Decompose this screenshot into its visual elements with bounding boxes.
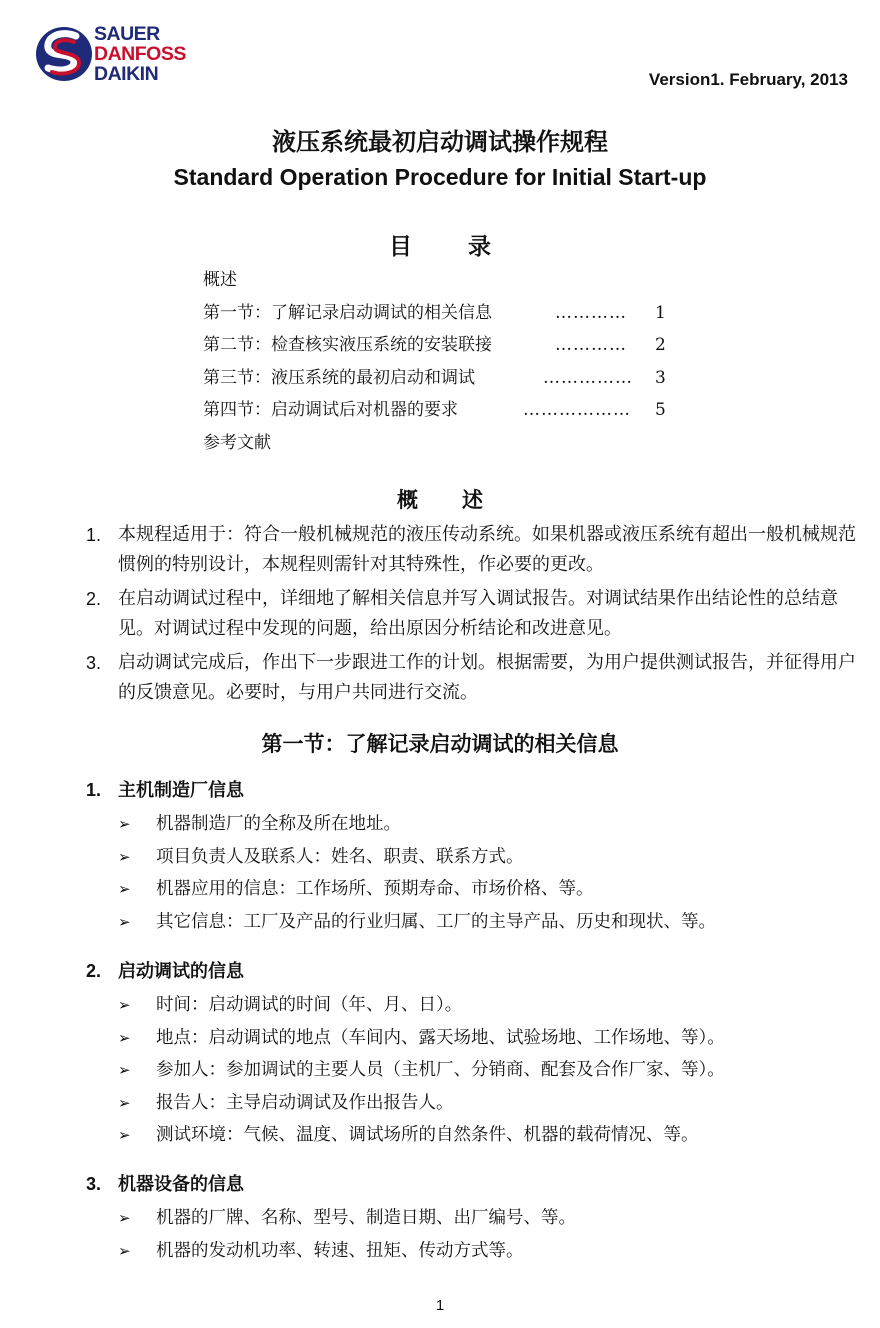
overview-item-number: 3. xyxy=(86,653,102,673)
bullet-item xyxy=(86,1087,856,1120)
toc-leader-dots: ………… xyxy=(555,335,627,355)
info-group-title-text: 机器设备的信息 xyxy=(118,1174,244,1195)
overview-list xyxy=(86,520,856,712)
bullet-text: 地点：启动调试的地点（车间内、露天场地、试验场地、工作场地、等）。 xyxy=(156,1027,725,1048)
overview-item-number: 2. xyxy=(86,589,102,609)
overview-item xyxy=(86,520,856,580)
arrow-bullet-icon: ➢ xyxy=(118,1093,131,1112)
toc-entry-text: 第三节：液压系统的最初启动和调试 xyxy=(203,367,475,388)
arrow-bullet-icon: ➢ xyxy=(118,1241,131,1260)
arrow-bullet-icon: ➢ xyxy=(118,996,131,1014)
bullet-text: 参加人：参加调试的主要人员（主机厂、分销商、配套及合作厂家、等）。 xyxy=(156,1060,725,1080)
toc-entry-text: 第四节：启动调试后对机器的要求 xyxy=(203,400,458,420)
overview-item-text: 本规程适用于：符合一般机械规范的液压传动系统。如果机器或液压系统有超出一般机械规范惯例的特别设计，本规程则需针对其特殊性，作必要的更改。 xyxy=(118,524,856,575)
overview-item xyxy=(86,584,856,644)
bullet-text: 机器的厂牌、名称、型号、制造日期、出厂编号、等。 xyxy=(156,1208,576,1228)
logo-word-daikin: DAIKIN xyxy=(94,63,159,85)
arrow-bullet-icon: ➢ xyxy=(118,1028,131,1047)
overview-heading xyxy=(0,484,880,514)
bullet-item xyxy=(86,1054,856,1087)
toc-heading xyxy=(0,228,880,261)
toc-leader-dots: ……………… xyxy=(523,400,631,420)
toc-entry-section-4[interactable] xyxy=(203,394,683,427)
toc-entry-text: 概述 xyxy=(203,270,237,290)
info-group-startup xyxy=(86,955,856,1152)
toc-page-number: 2 xyxy=(655,335,666,355)
toc-entry-text: 第二节：检查核实液压系统的安装联接 xyxy=(203,335,492,355)
toc-heading-char: 目 xyxy=(389,234,412,260)
bullet-text: 时间：启动调试的时间（年、月、日）。 xyxy=(156,995,463,1015)
overview-item-text: 在启动调试过程中，详细地了解相关信息并写入调试报告。对调试结果作出结论性的总结意见。对调试过程中发现的问题，给出原因分析结论和改进意见。 xyxy=(118,588,838,639)
section-1-heading: 第一节：了解记录启动调试的相关信息 xyxy=(261,732,619,756)
bullet-text: 机器应用的信息：工作场所、预期寿命、市场价格、等。 xyxy=(156,879,594,899)
info-group-title xyxy=(86,1168,856,1200)
arrow-bullet-icon: ➢ xyxy=(118,1209,131,1227)
toc-page-number: 3 xyxy=(655,367,666,388)
toc-entry-section-2[interactable] xyxy=(203,329,683,362)
document-title-chinese: 液压系统最初启动调试操作规程 xyxy=(272,128,608,156)
info-group-title xyxy=(86,774,856,806)
arrow-bullet-icon: ➢ xyxy=(118,1126,131,1144)
toc-page-number: 1 xyxy=(655,302,666,323)
logo-text xyxy=(94,24,186,84)
toc-leader-dots: …………… xyxy=(543,367,633,388)
bullet-item xyxy=(86,906,856,939)
bullet-item xyxy=(86,808,856,841)
page-number: 1 xyxy=(435,1297,445,1314)
info-group-title-text: 主机制造厂信息 xyxy=(118,780,244,801)
info-group-manufacturer xyxy=(86,774,856,938)
overview-heading-char: 概 xyxy=(397,488,418,512)
bullet-item xyxy=(86,989,856,1022)
table-of-contents xyxy=(203,264,683,459)
info-group-title-text: 启动调试的信息 xyxy=(118,961,244,982)
bullet-item xyxy=(86,1119,856,1152)
bullet-text: 报告人：主导启动调试及作出报告人。 xyxy=(156,1092,454,1113)
overview-item xyxy=(86,648,856,708)
arrow-bullet-icon: ➢ xyxy=(118,815,131,833)
bullet-text: 机器制造厂的全称及所在地址。 xyxy=(156,814,401,834)
info-group-title xyxy=(86,955,856,987)
info-group-number: 3. xyxy=(86,1174,102,1194)
overview-heading-char: 述 xyxy=(462,488,483,512)
bullet-item xyxy=(86,873,856,906)
bullet-item xyxy=(86,841,856,874)
bullet-text: 项目负责人及联系人：姓名、职责、联系方式。 xyxy=(156,846,524,867)
toc-leader-dots: ………… xyxy=(555,302,627,323)
bullet-text: 测试环境：气候、温度、调试场所的自然条件、机器的载荷情况、等。 xyxy=(156,1125,699,1145)
logo-word-sauer: SAUER xyxy=(94,23,160,45)
overview-item-text: 启动调试完成后，作出下一步跟进工作的计划。根据需要，为用户提供测试报告，并征得用户的反馈意见。必要时，与用户共同进行交流。 xyxy=(118,652,856,703)
bullet-item xyxy=(86,1202,856,1235)
sauer-danfoss-daikin-logo-mark xyxy=(34,22,98,86)
toc-page-number: 5 xyxy=(655,400,666,420)
info-group-number: 2. xyxy=(86,961,102,981)
bullet-item xyxy=(86,1022,856,1055)
arrow-bullet-icon: ➢ xyxy=(118,912,131,931)
toc-entry-overview[interactable] xyxy=(203,264,683,297)
toc-heading-char: 录 xyxy=(468,234,491,260)
logo-word-danfoss: DANFOSS xyxy=(94,43,186,65)
toc-entry-section-3[interactable] xyxy=(203,362,683,395)
bullet-item xyxy=(86,1235,856,1268)
info-group-number: 1. xyxy=(86,780,102,800)
bullet-text: 机器的发动机功率、转速、扭矩、传动方式等。 xyxy=(156,1240,524,1261)
info-group-equipment xyxy=(86,1168,856,1267)
arrow-bullet-icon: ➢ xyxy=(118,880,131,898)
document-title-english: Standard Operation Procedure for Initial Start-up xyxy=(173,164,707,190)
arrow-bullet-icon: ➢ xyxy=(118,1061,131,1079)
bullet-text: 其它信息：工厂及产品的行业归属、工厂的主导产品、历史和现状、等。 xyxy=(156,911,716,932)
toc-entry-text: 第一节：了解记录启动调试的相关信息 xyxy=(203,302,492,323)
toc-entry-text: 参考文献 xyxy=(203,432,271,453)
arrow-bullet-icon: ➢ xyxy=(118,847,131,866)
company-logo xyxy=(34,22,204,92)
version-label: Version1. February, 2013 xyxy=(648,70,848,89)
toc-entry-references[interactable] xyxy=(203,427,683,460)
overview-item-number: 1. xyxy=(86,525,102,545)
toc-entry-section-1[interactable] xyxy=(203,297,683,330)
